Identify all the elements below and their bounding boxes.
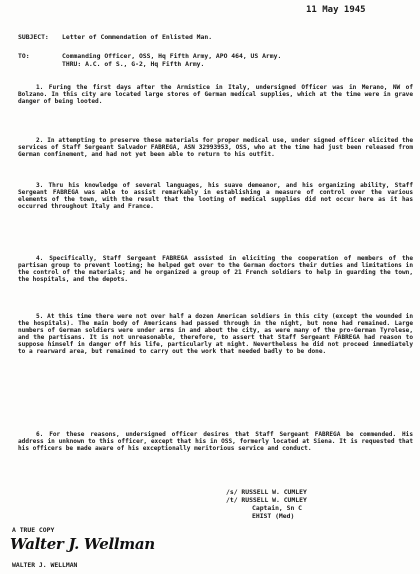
to-line: Commanding Officer, OSS, Hq Fifth Army, APO 464, US Army. bbox=[62, 52, 282, 60]
handwritten-signature: Walter J. Wellman bbox=[10, 535, 155, 553]
paragraph-3: 3. Thru his knowledge of several languages, his suave demeanor, and his organizing ability, Staff Sergeant FABREGA was able to assist remarkably in establishing a measure of control over the various elements of the town, with the result that the looting of medical supplies did not occur here as it has occurred throughout Italy and France. bbox=[18, 182, 413, 211]
true-copy-label: A TRUE COPY bbox=[12, 526, 55, 534]
paragraph-2: 2. In attempting to preserve these materials for proper medical use, under signed officer elicited the services of Staff Sergeant Salvador FABREGA, ASN 32993953, OSS, who at the time had just been released from German confinement, and had not yet been able to return to his outfit. bbox=[18, 137, 413, 159]
to-label: TO: bbox=[18, 52, 30, 60]
thru-line: THRU: A.C. of S., G-2, Hq Fifth Army. bbox=[62, 60, 205, 68]
paragraph-4: 4. Specifically, Staff Sergeant FABREGA assisted in eliciting the cooperation of members of the partisan group to prevent looting; he helped get over to the German doctors their duties and limitations in the control of the materials; and he organized a group of 21 French soldiers to help in guarding the town, the hospitals, and the depots. bbox=[18, 255, 413, 284]
signature-line-4: EHIST (Med) bbox=[252, 512, 295, 520]
true-copy-typed-name: WALTER J. WELLMAN bbox=[12, 561, 78, 569]
subject-label: SUBJECT: bbox=[18, 33, 49, 41]
paragraph-6: 6. For these reasons, undersigned officer desires that Staff Sergeant FABREGA be commended. His address in unknown to this officer, except that his in OSS, formerly located at Siena. It is requested that his officers be made aware of his exceptionally meritorious service and conduct. bbox=[18, 431, 413, 453]
subject-text: Letter of Commendation of Enlisted Man. bbox=[62, 33, 213, 41]
paragraph-1: 1. Furing the first days after the Armistice in Italy, undersigned Officer was in Merano, NW of Bolzano. In this city are located large stores of German medical supplies, which at the time were in grave danger of being looted. bbox=[18, 84, 413, 106]
signature-line-3: Captain, Sn C bbox=[252, 504, 303, 512]
signature-line-1: /s/ RUSSELL W. CUMLEY bbox=[226, 488, 307, 496]
signature-line-2: /t/ RUSSELL W. CUMLEY bbox=[226, 496, 307, 504]
letter-date: 11 May 1945 bbox=[306, 5, 366, 15]
paragraph-5: 5. At this time there were not over half a dozen American soldiers in this city (except the wounded in the hospitals). The main body of Americans had passed through in the night, but none had remained. Large numbers of German soldiers were under arms in and about the city, as were many of the pro-German Tyrolese, and the partisans. It is not unreasonable, therefore, to assert that Staff Sergeant FABREGA had reason to suppose himself in danger off his life, particularly at night. Nevertheless he did not proceed immediately to a rearward area, but remained to carry out the work that needed badly to be done. bbox=[18, 313, 413, 356]
